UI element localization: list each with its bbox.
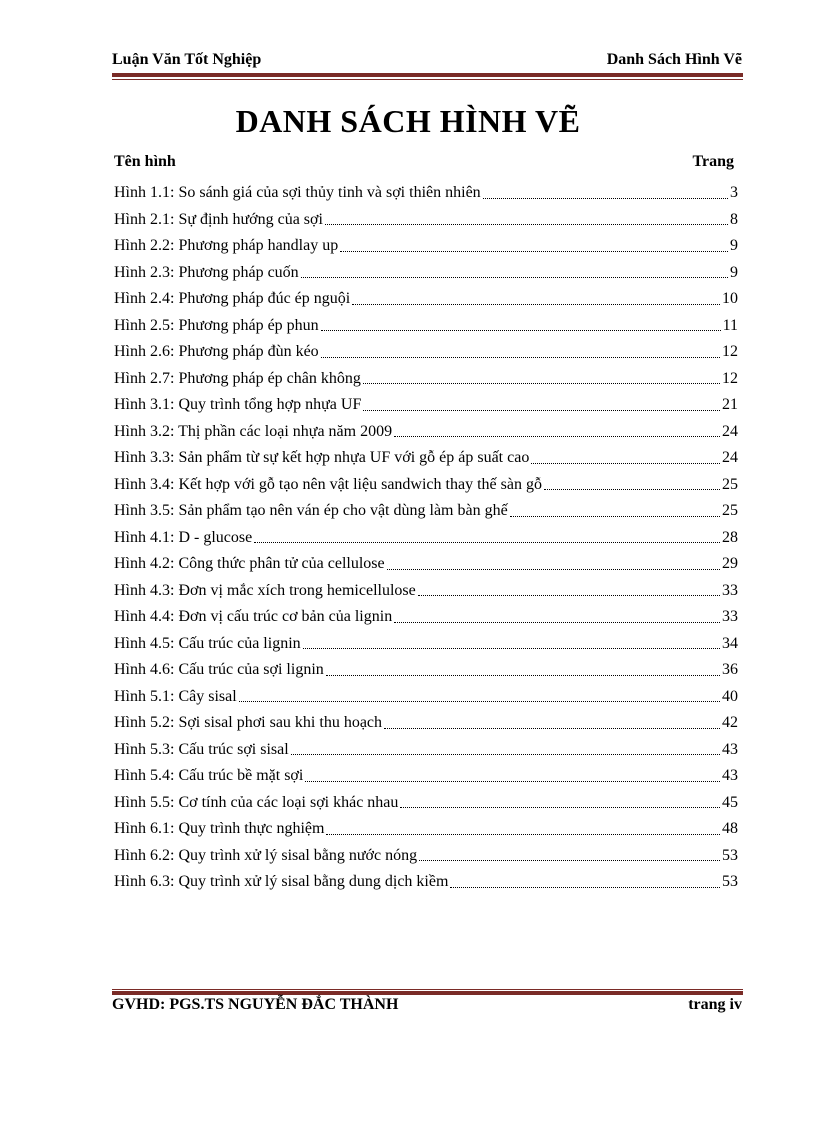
figure-page-number: 25 xyxy=(722,502,738,519)
figure-label: Hình 5.5: Cơ tính của các loại sợi khác nhau xyxy=(114,793,399,811)
figure-list-item[interactable] xyxy=(114,525,738,552)
figure-list-item[interactable] xyxy=(114,657,738,684)
figure-list-item[interactable] xyxy=(114,551,738,578)
figure-label: Hình 5.4: Cấu trúc bề mặt sợi xyxy=(114,767,304,784)
figure-page-number: 53 xyxy=(722,846,738,864)
footer-rule-thick xyxy=(112,991,743,995)
figure-list-item[interactable] xyxy=(114,180,738,207)
figure-list-item[interactable] xyxy=(114,207,738,234)
figure-page-number: 53 xyxy=(722,873,738,890)
dot-leader xyxy=(544,489,720,490)
figure-page-number: 12 xyxy=(722,343,738,360)
figure-label: Hình 6.2: Quy trình xử lý sisal bằng nước nóng xyxy=(114,846,418,864)
figure-list-item[interactable] xyxy=(114,631,738,658)
dot-leader xyxy=(387,569,720,570)
dot-leader xyxy=(321,330,721,331)
figure-list-item[interactable] xyxy=(114,737,738,764)
figure-label: Hình 2.2: Phương pháp handlay up xyxy=(114,237,339,254)
figure-page-number: 48 xyxy=(722,820,738,837)
figure-list-item[interactable] xyxy=(114,763,738,790)
figure-list-item[interactable] xyxy=(114,313,738,340)
figure-page-number: 42 xyxy=(722,714,738,731)
figure-list-item[interactable] xyxy=(114,790,738,817)
header-rule-thin xyxy=(112,79,743,80)
figure-label: Hình 4.1: D - glucose xyxy=(114,528,253,546)
figure-list-item[interactable] xyxy=(114,710,738,737)
figure-label: Hình 2.3: Phương pháp cuốn xyxy=(114,263,299,281)
column-header-name: Tên hình xyxy=(114,153,176,170)
dot-leader xyxy=(363,383,720,384)
figure-label: Hình 3.1: Quy trình tổng hợp nhựa UF xyxy=(114,396,362,413)
figure-page-number: 21 xyxy=(722,396,738,413)
figure-page-number: 43 xyxy=(722,740,738,758)
figure-list-item[interactable] xyxy=(114,472,738,499)
figure-list-item[interactable] xyxy=(114,366,738,393)
footer-rule-thin xyxy=(112,989,743,990)
figure-list-item[interactable] xyxy=(114,392,738,419)
figure-page-number: 12 xyxy=(722,369,738,387)
dot-leader xyxy=(325,224,728,225)
figure-list-item[interactable] xyxy=(114,233,738,260)
dot-leader xyxy=(254,542,720,543)
figure-label: Hình 4.3: Đơn vị mắc xích trong hemicellulose xyxy=(114,581,416,599)
column-headers xyxy=(114,153,734,173)
figure-list-item[interactable] xyxy=(114,498,738,525)
figure-page-number: 34 xyxy=(722,634,738,652)
dot-leader xyxy=(326,675,720,676)
figure-label: Hình 4.5: Cấu trúc của lignin xyxy=(114,634,301,652)
dot-leader xyxy=(531,463,720,464)
figure-page-number: 11 xyxy=(722,316,738,334)
figure-page-number: 36 xyxy=(722,661,738,678)
dot-leader xyxy=(483,198,728,199)
figure-list xyxy=(114,180,738,896)
figure-page-number: 33 xyxy=(722,608,738,625)
figure-list-item[interactable] xyxy=(114,286,738,313)
figure-page-number: 33 xyxy=(722,581,738,599)
dot-leader xyxy=(352,304,720,305)
dot-leader xyxy=(418,595,720,596)
figure-label: Hình 2.5: Phương pháp ép phun xyxy=(114,316,319,334)
figure-list-item[interactable] xyxy=(114,339,738,366)
dot-leader xyxy=(400,807,720,808)
figure-page-number: 29 xyxy=(722,555,738,572)
figure-page-number: 28 xyxy=(722,528,738,546)
dot-leader xyxy=(303,648,720,649)
page-footer xyxy=(112,996,742,1016)
page-title: DANH SÁCH HÌNH VẼ xyxy=(235,103,581,139)
figure-page-number: 25 xyxy=(722,475,738,493)
figure-page-number: 9 xyxy=(730,263,738,281)
figure-page-number: 8 xyxy=(730,210,738,228)
dot-leader xyxy=(363,410,720,411)
dot-leader xyxy=(384,728,720,729)
header-section-title: Danh Sách Hình Vẽ xyxy=(606,51,742,68)
figure-label: Hình 4.2: Công thức phân tử của cellulose xyxy=(114,555,385,572)
figure-page-number: 45 xyxy=(722,793,738,811)
figure-page-number: 24 xyxy=(722,422,738,440)
figure-label: Hình 5.3: Cấu trúc sợi sisal xyxy=(114,740,289,758)
figure-list-item[interactable] xyxy=(114,843,738,870)
figure-page-number: 3 xyxy=(730,184,738,201)
figure-page-number: 43 xyxy=(722,767,738,784)
figure-label: Hình 2.4: Phương pháp đúc ép nguội xyxy=(114,290,351,307)
figure-label: Hình 3.3: Sản phẩm từ sự kết hợp nhựa UF với gỗ ép áp suất cao xyxy=(114,449,530,466)
figure-page-number: 40 xyxy=(722,687,738,705)
dot-leader xyxy=(305,781,720,782)
page-header xyxy=(112,51,742,71)
dot-leader xyxy=(239,701,720,702)
figure-list-item[interactable] xyxy=(114,260,738,287)
column-header-page: Trang xyxy=(692,153,734,170)
header-rule-thick xyxy=(112,73,743,77)
dot-leader xyxy=(321,357,720,358)
figure-label: Hình 2.6: Phương pháp đùn kéo xyxy=(114,343,319,360)
figure-label: Hình 4.6: Cấu trúc của sợi lignin xyxy=(114,661,324,678)
footer-advisor: GVHD: PGS.TS NGUYỄN ĐẮC THÀNH xyxy=(112,996,399,1013)
dot-leader xyxy=(394,436,720,437)
figure-page-number: 24 xyxy=(722,449,738,466)
figure-page-number: 10 xyxy=(722,290,738,307)
figure-list-item[interactable] xyxy=(114,445,738,472)
figure-label: Hình 5.1: Cây sisal xyxy=(114,687,237,705)
figure-label: Hình 6.3: Quy trình xử lý sisal bằng dung dịch kiềm xyxy=(114,873,449,890)
figure-label: Hình 3.4: Kết hợp với gỗ tạo nên vật liệu sandwich thay thế sàn gỗ xyxy=(114,475,542,493)
figure-label: Hình 4.4: Đơn vị cấu trúc cơ bản của lignin xyxy=(114,608,393,625)
dot-leader xyxy=(510,516,720,517)
figure-label: Hình 2.1: Sự định hướng của sợi xyxy=(114,210,323,228)
dot-leader xyxy=(450,887,720,888)
figure-list-item[interactable] xyxy=(114,816,738,843)
figure-list-item[interactable] xyxy=(114,869,738,896)
figure-list-item[interactable] xyxy=(114,578,738,605)
dot-leader xyxy=(291,754,720,755)
figure-list-item[interactable] xyxy=(114,419,738,446)
figure-list-item[interactable] xyxy=(114,684,738,711)
figure-label: Hình 2.7: Phương pháp ép chân không xyxy=(114,369,361,387)
dot-leader xyxy=(394,622,720,623)
footer-page-number: trang iv xyxy=(688,996,742,1013)
figure-label: Hình 5.2: Sợi sisal phơi sau khi thu hoạch xyxy=(114,714,383,731)
dot-leader xyxy=(419,860,720,861)
figure-page-number: 9 xyxy=(730,237,738,254)
figure-list-item[interactable] xyxy=(114,604,738,631)
header-thesis-title: Luận Văn Tốt Nghiệp xyxy=(112,51,262,68)
figure-label: Hình 3.5: Sản phẩm tạo nên ván ép cho vật dùng làm bàn ghế xyxy=(114,502,508,519)
figure-label: Hình 3.2: Thị phần các loại nhựa năm 2009 xyxy=(114,422,393,440)
dot-leader xyxy=(301,277,728,278)
figure-label: Hình 1.1: So sánh giá của sợi thủy tinh và sợi thiên nhiên xyxy=(114,184,481,201)
dot-leader xyxy=(340,251,728,252)
dot-leader xyxy=(326,834,720,835)
figure-label: Hình 6.1: Quy trình thực nghiệm xyxy=(114,820,325,837)
